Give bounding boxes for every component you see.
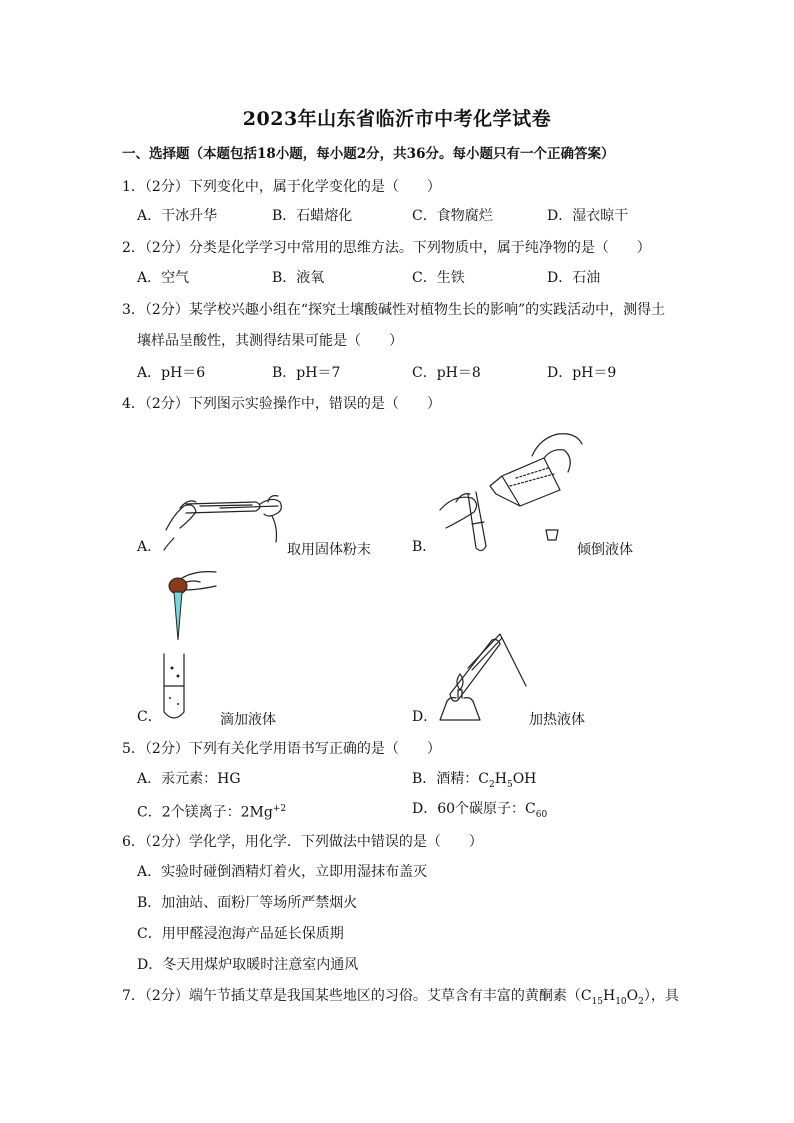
question-5-option-a: A．汞元素：HG	[137, 771, 241, 787]
question-5-stem: 5．（2分）下列有关化学用语书写正确的是（ ）	[122, 741, 441, 757]
question-2-option-d: D．石油	[547, 270, 601, 286]
page-title: 2023年山东省临沂市中考化学试卷	[242, 108, 552, 130]
question-5-option-c: C．2个镁离子：$2Mg^{+2}$	[137, 804, 287, 821]
section-heading: 一、选择题（本题包括18小题，每小题2分，共36分。每小题只有一个正确答案）	[122, 146, 615, 162]
question-6-option-d: D．冬天用煤炉取暖时注意室内通风	[137, 957, 359, 973]
question-6-stem: 6．（2分）学化学，用化学．下列做法中错误的是（ ）	[122, 834, 483, 850]
question-1-stem: 1．（2分）下列变化中，属于化学变化的是（ ）	[122, 179, 441, 195]
question-1-option-a: A．干冰升华	[137, 208, 218, 224]
question-6-option-c: C．用甲醛浸泡海产品延长保质期	[137, 926, 344, 942]
question-3-option-a: A．pH＝6	[137, 365, 206, 381]
question-3-option-c: C．pH＝8	[412, 365, 481, 381]
figure-pour-liquid	[436, 428, 586, 554]
figure-add-liquid-dropper	[150, 566, 230, 724]
question-3-option-b: B．pH＝7	[272, 365, 341, 381]
question-1-option-b: B．石蜡熔化	[272, 208, 353, 224]
question-4-option-b-letter: B．	[412, 539, 437, 555]
question-4-option-a-caption: 取用固体粉末	[287, 542, 371, 558]
question-4-option-c-caption: 滴加液体	[220, 712, 276, 728]
question-3-stem-line2: 壤样品呈酸性，其测得结果可能是（ ）	[137, 333, 403, 349]
question-2-option-c: C．生铁	[412, 270, 465, 286]
question-1-option-c: C．食物腐烂	[412, 208, 493, 224]
question-5-option-d: D．60个碳原子：$C_{60}$	[412, 801, 548, 820]
question-4-option-b-caption: 倾倒液体	[577, 542, 633, 558]
figure-take-solid-powder	[160, 484, 290, 554]
question-4-option-a-letter: A．	[137, 539, 162, 555]
question-6-option-b: B．加油站、面粉厂等场所严禁烟火	[137, 895, 358, 911]
question-1-option-d: D．湿衣晾干	[547, 208, 629, 224]
question-5-option-b: B．酒精：$C_2H_5OH$	[412, 771, 537, 790]
question-3-option-d: D．pH＝9	[547, 365, 617, 381]
figure-heat-liquid	[432, 624, 536, 724]
question-4-option-d-letter: D．	[412, 709, 438, 725]
question-4-option-d-caption: 加热液体	[529, 712, 585, 728]
question-4-option-c-letter: C．	[137, 709, 162, 725]
question-2-option-a: A．空气	[137, 270, 190, 286]
question-7-stem: 7．（2分）端午节插艾草是我国某些地区的习俗。艾草含有丰富的黄酮素$(C_{15}H_{10}O_2)$，具	[122, 988, 679, 1007]
question-6-option-a: A．实验时碰倒酒精灯着火，立即用湿抹布盖灭	[137, 864, 428, 880]
question-4-stem: 4．（2分）下列图示实验操作中，错误的是（ ）	[122, 396, 441, 412]
question-3-stem-line1: 3．（2分）某学校兴趣小组在“探究土壤酸碱性对植物生长的影响”的实践活动中，测得土	[122, 302, 666, 318]
question-2-option-b: B．液氧	[272, 270, 325, 286]
question-2-stem: 2．（2分）分类是化学学习中常用的思维方法。下列物质中，属于纯净物的是（ ）	[122, 240, 651, 256]
